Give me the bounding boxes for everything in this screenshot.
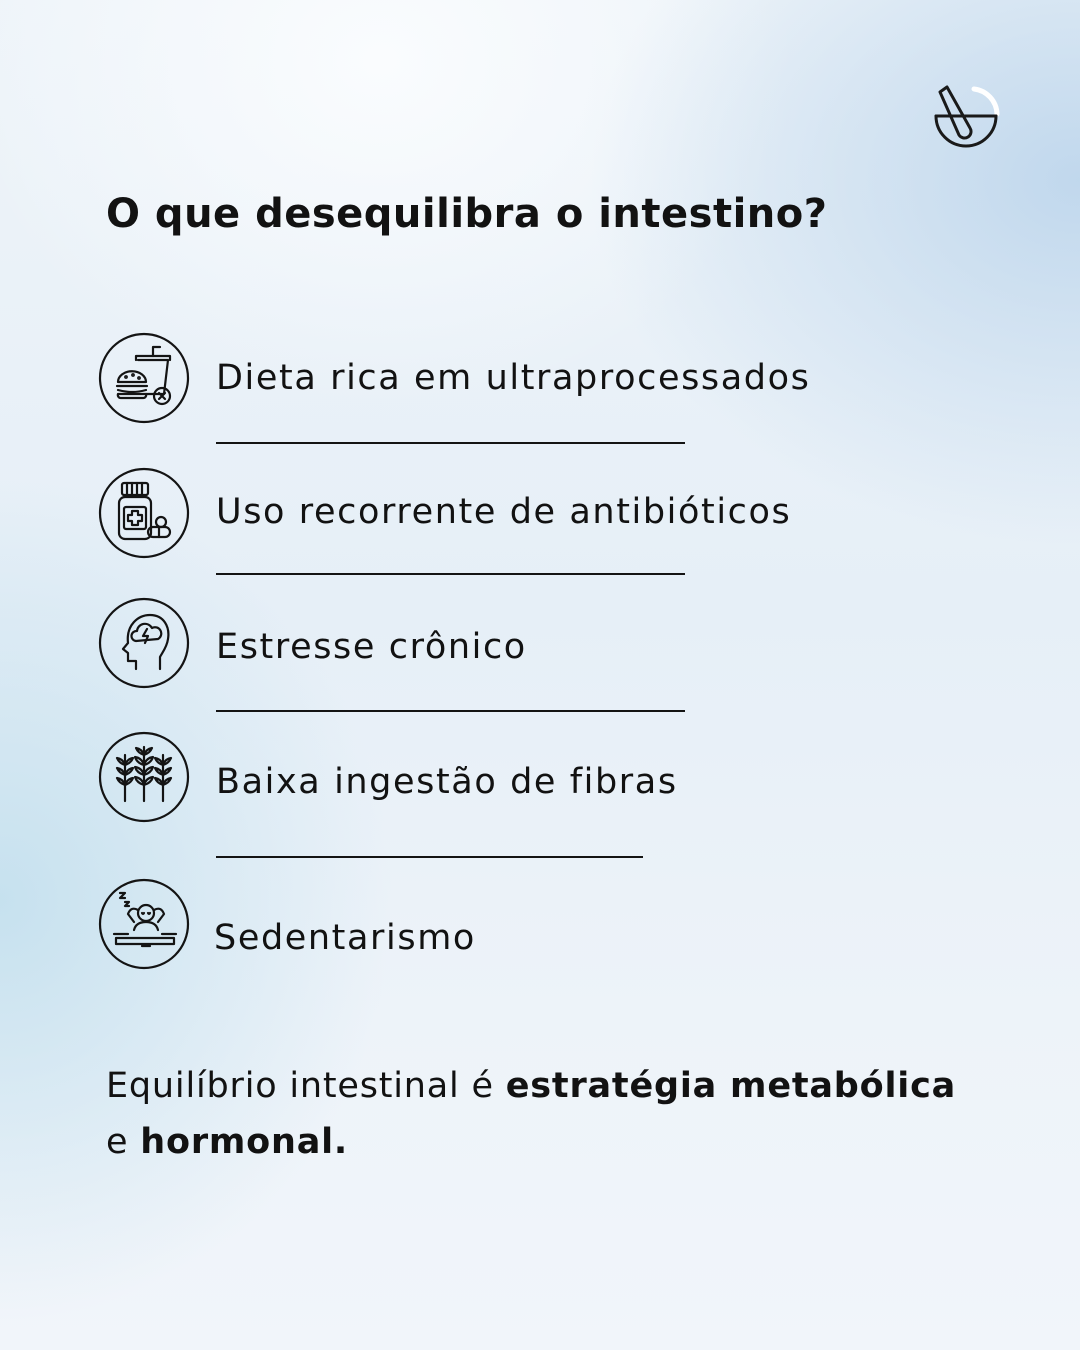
stress-head-icon [98,597,190,689]
fast-food-icon [98,332,190,424]
divider [216,710,685,712]
medicine-bottle-icon [98,467,190,559]
page-title: O que desequilibra o intestino? [106,191,828,237]
footer-text-start: Equilíbrio intestinal é [106,1066,506,1106]
mortar-and-pestle-icon [926,84,1002,164]
footer-bold-metabolica: estratégia metabólica [505,1066,957,1106]
footer-bold-hormonal: hormonal. [140,1122,349,1162]
divider [216,442,685,444]
item-label-estresse: Estresse crônico [216,627,527,667]
divider [216,856,643,858]
wheat-icon [98,731,190,823]
item-label-sedentarismo: Sedentarismo [214,918,476,958]
footer-statement [106,1058,956,1170]
item-label-fibras: Baixa ingestão de fibras [216,762,678,802]
footer-text-mid: e [106,1122,141,1162]
sleeping-person-icon [98,878,190,970]
item-label-antibioticos: Uso recorrente de antibióticos [216,492,792,532]
divider [216,573,685,575]
item-label-ultraprocessados: Dieta rica em ultraprocessados [216,358,811,398]
